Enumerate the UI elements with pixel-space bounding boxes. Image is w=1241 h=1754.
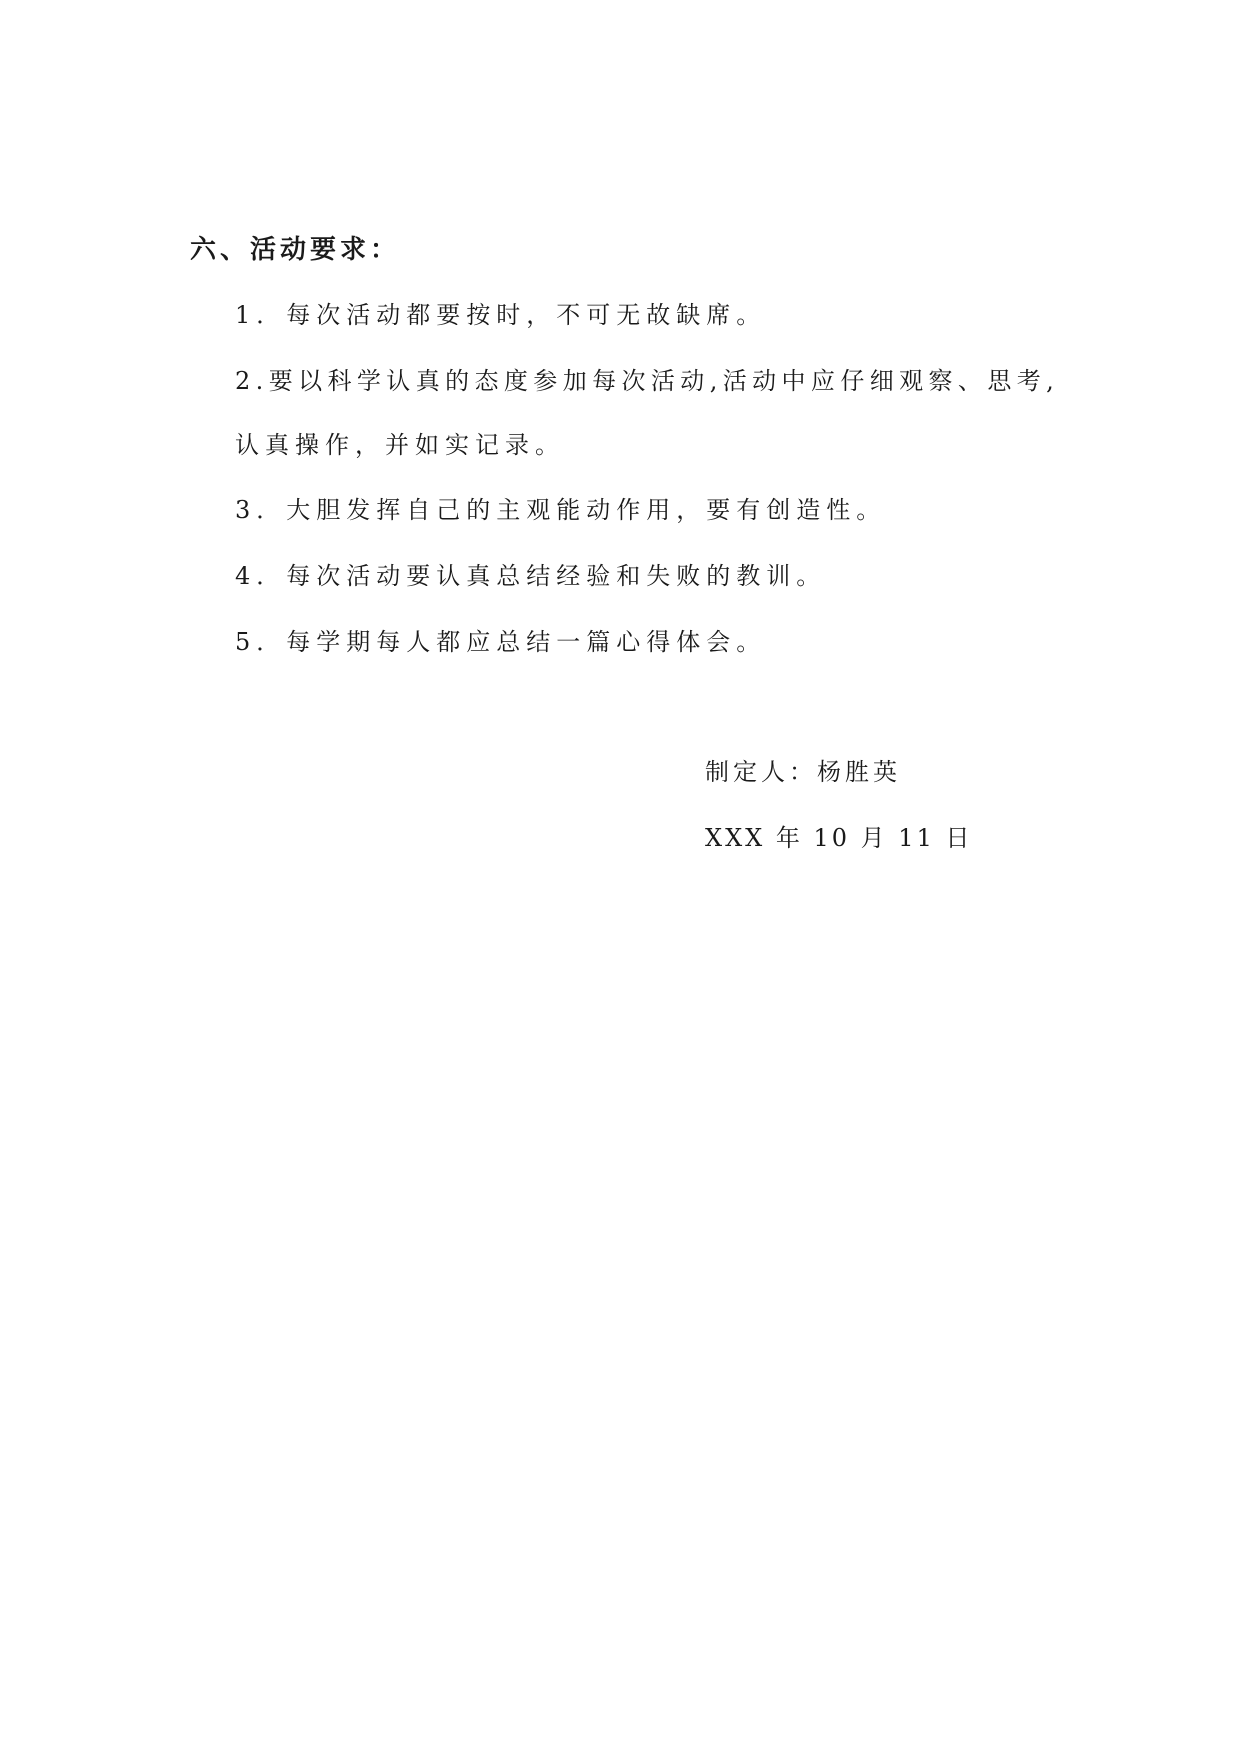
signature-date: XXX 年 10 月 11 日 (705, 824, 973, 852)
requirement-item-continuation: 认真操作，并如实记录。 (235, 431, 565, 459)
signature-author: 制定人：杨胜英 (705, 758, 901, 786)
requirement-item: 3．大胆发挥自己的主观能动作用，要有创造性。 (235, 496, 887, 524)
requirement-item: 4．每次活动要认真总结经验和失败的教训。 (235, 562, 827, 590)
requirement-item: 2.要以科学认真的态度参加每次活动,活动中应仔细观察、思考, (235, 367, 1060, 395)
requirement-item: 5．每学期每人都应总结一篇心得体会。 (235, 628, 767, 656)
section-heading: 六、活动要求： (190, 235, 401, 265)
requirement-item: 1．每次活动都要按时，不可无故缺席。 (235, 301, 767, 329)
